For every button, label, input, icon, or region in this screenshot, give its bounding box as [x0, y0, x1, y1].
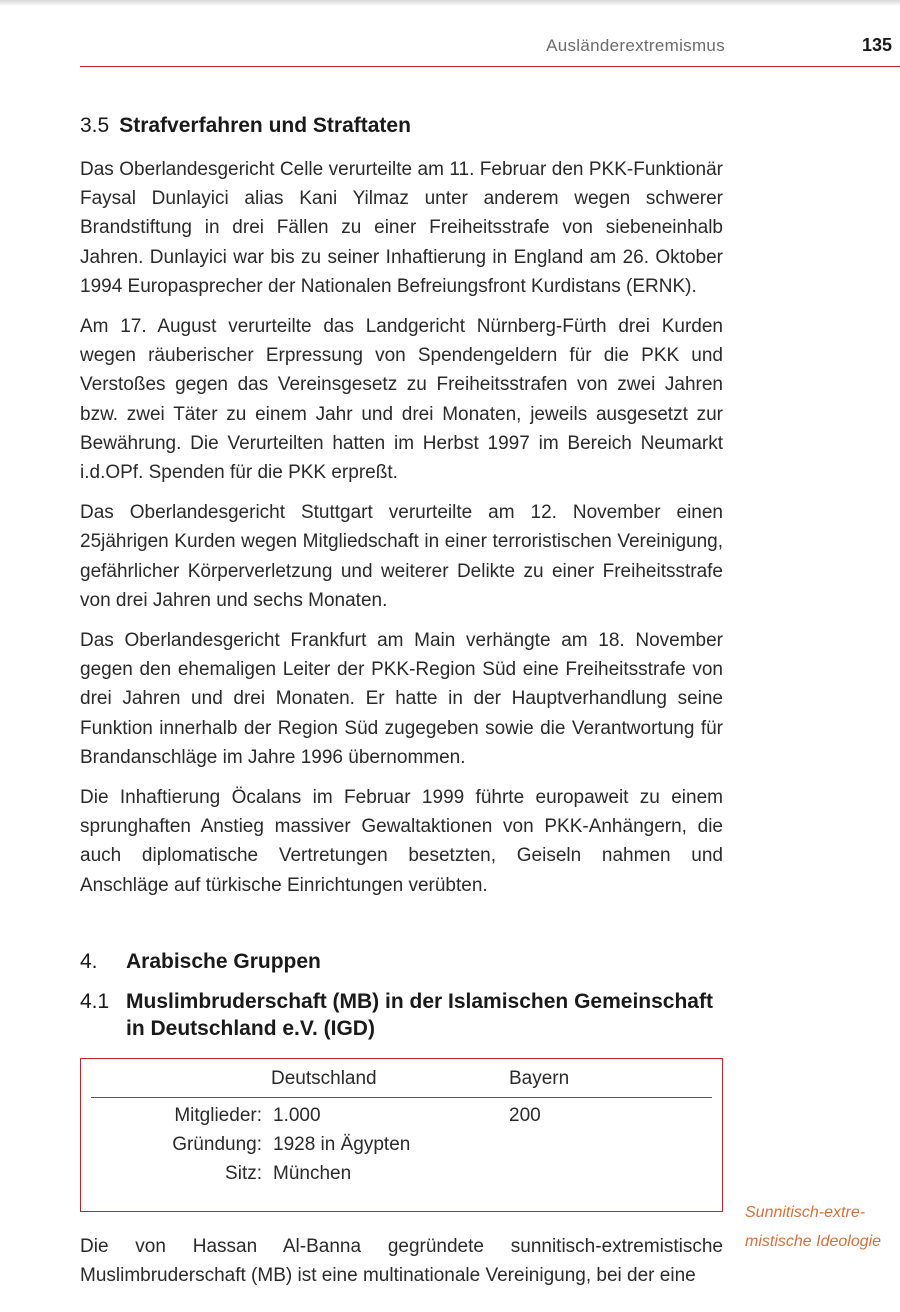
value-bavaria: 200 [509, 1104, 541, 1126]
row-label: Sitz: [225, 1162, 262, 1184]
row-label: Mitglieder: [174, 1104, 262, 1126]
section-number: 4.1 [80, 989, 110, 1013]
section-title: Arabische Gruppen [126, 949, 321, 973]
value-germany: 1928 in Ägypten [273, 1133, 411, 1155]
column-header-bavaria: Bayern [509, 1067, 570, 1089]
section-number: 4. [80, 949, 98, 973]
section-title: Strafverfahren und Straftaten [119, 114, 411, 137]
fact-box [80, 1058, 723, 1212]
margin-note-line: Sunnitisch-extre- [745, 1204, 866, 1221]
header-rule [91, 1097, 712, 1098]
section-heading-4 [80, 948, 723, 975]
margin-note [745, 1198, 895, 1256]
paragraph: Das Oberlandesgericht Frankfurt am Main verhängte am 18. November gegen den ehemaligen Leiter der PKK-Region Süd eine Freiheitsstrafe von drei Jahren und drei Monaten. Er hatte in der Hauptverhandlung seine Funktion innerhalb der Region Süd zugegeben sowie die Verantwortung für Brandanschläge im Jahre 1996 übernommen. [80, 630, 723, 768]
paragraph: Am 17. August verurteilte das Landgericht Nürnberg-Fürth drei Kurden wegen räuberischer Erpressung von Spendengeldern für die PKK und Verstoßes gegen das Vereinsgesetz zu Freiheitsstrafen von zwei Jahren bzw. zwei Täter zu einem Jahr und drei Monaten, jeweils ausgesetzt zur Bewährung. Die Verurteilten hatten im Herbst 1997 im Bereich Neumarkt i.d.OPf. Spenden für die PKK erpreßt. [80, 316, 723, 484]
page-top-edge [0, 0, 900, 6]
paragraph: Das Oberlandesgericht Celle verurteilte am 11. Februar den PKK-Funktionär Faysal Dunlayici alias Kani Yilmaz unter anderem wegen schwerer Brandstiftung in drei Fällen zu einer Freiheitsstrafe von siebeneinhalb Jahren. Dunlayici war bis zu seiner Inhaftierung in England am 26. Oktober 1994 Europasprecher der Nationalen Befreiungsfront Kurdistans (ERNK). [80, 159, 723, 297]
section-number: 3.5 [80, 114, 110, 137]
value-germany: 1.000 [273, 1104, 321, 1126]
main-text-column [80, 112, 723, 1301]
fact-row-seat [81, 1159, 722, 1188]
paragraph: Die von Hassan Al-Banna gegründete sunnitisch-extremistische Muslimbruderschaft (MB) ist eine multinationale Vereinigung, bei der eine [80, 1235, 723, 1287]
fact-row-founding [81, 1130, 722, 1159]
running-title: Ausländerextremismus [546, 36, 725, 55]
section-title: Muslimbruderschaft (MB) in der Islamischen Gemeinschaft in Deutschland e.V. (IGD) [126, 989, 713, 1040]
paragraph: Das Oberlandesgericht Stuttgart verurteilte am 12. November einen 25jährigen Kurden wegen Mitgliedschaft in einer terroristischen Vereinigung, gefährlicher Körperverletzung und weiterer Delikte zu einer Freiheitsstrafe von drei Jahren und sechs Monaten. [80, 502, 723, 611]
row-label: Gründung: [172, 1133, 262, 1155]
running-header [80, 36, 900, 67]
value-germany: München [273, 1162, 352, 1184]
section-heading-3-5 [80, 112, 723, 139]
margin-note-line: mistische Ideologie [745, 1233, 882, 1250]
section-heading-4-1 [80, 988, 723, 1042]
column-header-germany: Deutschland [271, 1067, 377, 1089]
page-number: 135 [861, 35, 892, 55]
paragraph: Die Inhaftierung Öcalans im Februar 1999 führte europaweit zu einem sprunghaften Anstieg massiver Gewaltaktionen von PKK-Anhängern, die auch diplomatische Vertretungen besetzten, Geiseln nahmen und Anschläge auf türkische Einrichtungen verübten. [80, 787, 723, 896]
fact-row-members [81, 1101, 722, 1130]
